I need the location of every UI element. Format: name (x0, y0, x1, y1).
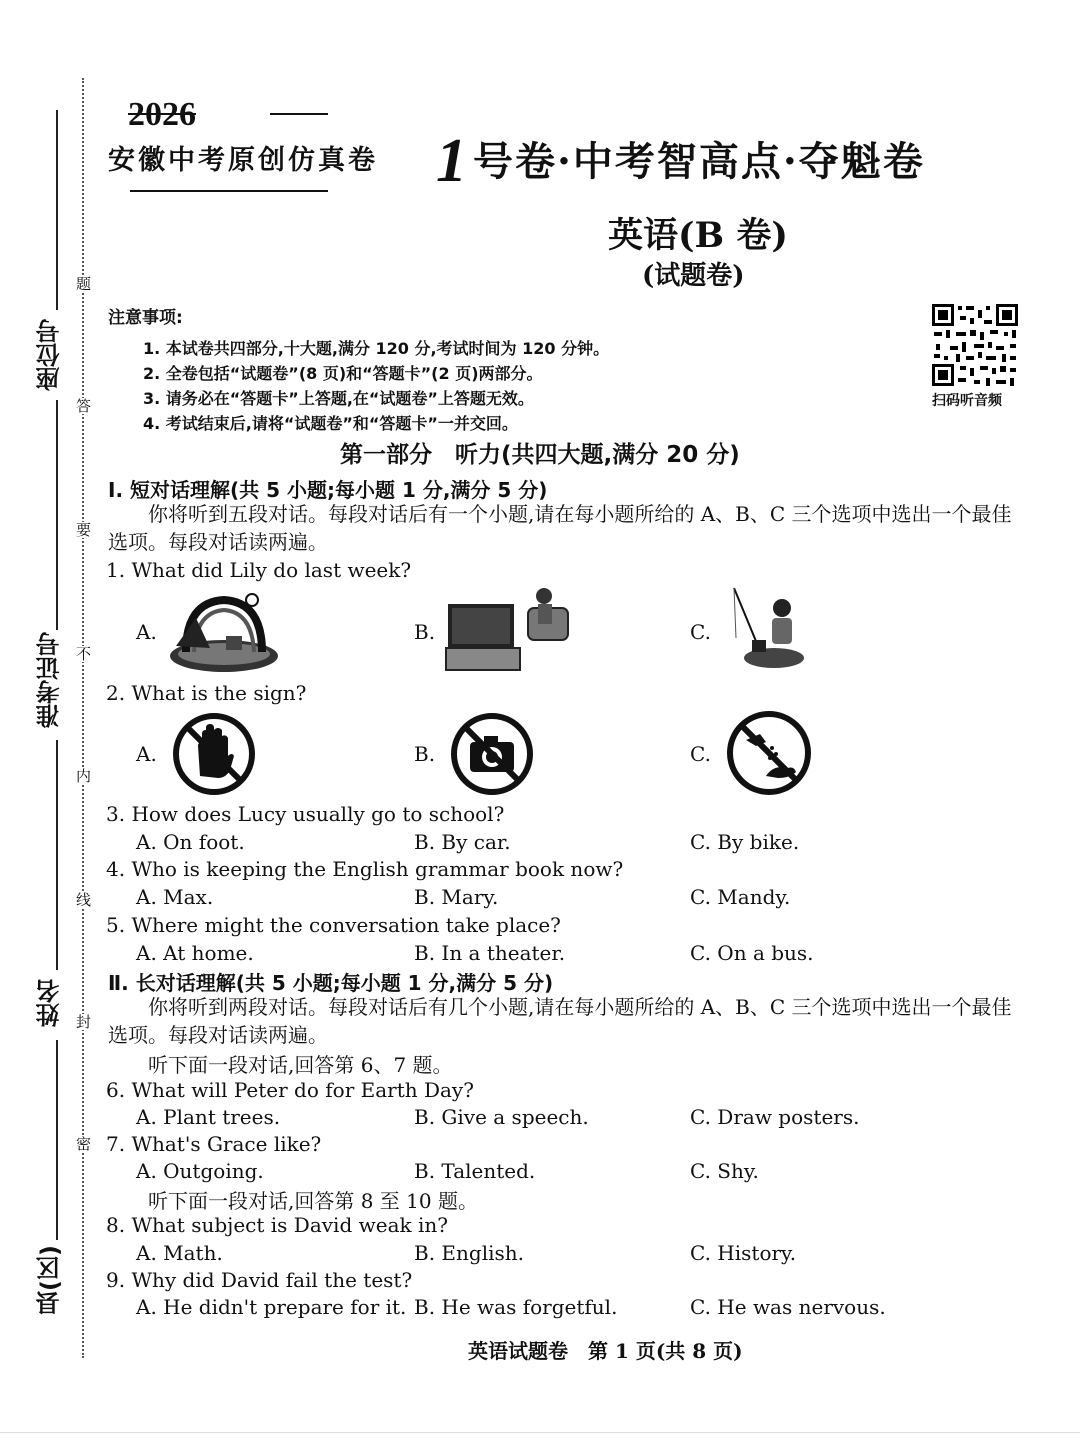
fishing-picture (724, 586, 808, 672)
page-edge (0, 1432, 1080, 1433)
dialogue-instruction-2: 听下面一段对话,回答第 8 至 10 题。 (148, 1189, 478, 1213)
seal-char: 不 (76, 645, 92, 663)
option-a: A. He didn't prepare for it. (136, 1295, 407, 1319)
seat-number-label: 座位号 (36, 319, 64, 391)
question-6: 6. What will Peter do for Earth Day? (106, 1078, 474, 1102)
question-9: 9. Why did David fail the test? (106, 1268, 413, 1292)
option-a-label: A. (136, 620, 157, 644)
series-underline (130, 190, 328, 192)
option-b: B. Talented. (414, 1159, 536, 1183)
part-one-title: 第一部分 听力(共四大题,满分 20 分) (340, 442, 740, 468)
exam-id-label: 准考证号 (36, 632, 64, 728)
option-a: A. Outgoing. (136, 1159, 264, 1183)
section-two-instruction: 你将听到两段对话。每段对话后有几个小题,请在每小题所给的 A、B、C 三个选项中选出一个最佳选项。每段对话读两遍。 (108, 995, 1012, 1047)
option-b: B. Give a speech. (414, 1105, 589, 1129)
question-3: 3. How does Lucy usually go to school? (106, 802, 505, 826)
option-a: A. Max. (136, 885, 214, 909)
option-b-label: B. (414, 742, 436, 766)
year-rule-right (270, 113, 328, 115)
notice-item: 1. 本试卷共四部分,十大题,满分 120 分,考试时间为 120 分钟。 (143, 339, 610, 358)
brand-title (436, 126, 925, 197)
option-b: B. In a theater. (414, 941, 566, 965)
exam-year: 2026 (128, 96, 196, 133)
watching-tv-picture (444, 584, 574, 674)
series-title: 安徽中考原创仿真卷 (108, 145, 378, 175)
dialogue-instruction-1: 听下面一段对话,回答第 6、7 题。 (148, 1053, 453, 1077)
notice-item: 2. 全卷包括“试题卷”(8 页)和“答题卡”(2 页)两部分。 (143, 364, 543, 383)
county-label: 县(区) (36, 1245, 64, 1315)
page-footer: 英语试题卷 第 1 页(共 8 页) (468, 1339, 743, 1363)
option-c: C. Draw posters. (690, 1105, 860, 1129)
option-c: C. On a bus. (690, 941, 814, 965)
option-b: B. English. (414, 1241, 524, 1265)
option-a: A. At home. (136, 941, 254, 965)
option-c: C. History. (690, 1241, 797, 1265)
section-one-instruction: 你将听到五段对话。每段对话后有一个小题,请在每小题所给的 A、B、C 三个选项中选出一个最佳选项。每段对话读两遍。 (108, 502, 1012, 554)
question-7: 7. What's Grace like? (106, 1132, 322, 1156)
question-8: 8. What subject is David weak in? (106, 1213, 448, 1237)
section-one-title: Ⅰ. 短对话理解(共 5 小题;每小题 1 分,满分 5 分) (108, 478, 548, 502)
qr-code-icon[interactable] (930, 302, 1020, 388)
option-b-label: B. (414, 620, 436, 644)
option-a: A. On foot. (136, 830, 245, 854)
option-a-label: A. (136, 742, 157, 766)
blank-line (56, 400, 58, 630)
option-a: A. Math. (136, 1241, 223, 1265)
option-a: A. Plant trees. (136, 1105, 281, 1129)
name-label: 姓名 (36, 979, 64, 1027)
blank-line (56, 110, 58, 310)
subject-title: 英语(B 卷) (608, 215, 788, 256)
seal-char: 要 (76, 521, 92, 539)
option-c-label: C. (690, 620, 711, 644)
notice-item: 3. 请务必在“答题卡”上答题,在“试题卷”上答题无效。 (143, 389, 534, 408)
binding-dotted-line (82, 78, 84, 1358)
brand-number: 1 (436, 127, 469, 195)
blank-line (56, 740, 58, 970)
notice-item: 4. 考试结束后,请将“试题卷”和“答题卡”一并交回。 (143, 414, 518, 433)
seal-char: 线 (76, 891, 92, 909)
seal-char: 封 (76, 1013, 92, 1031)
option-c: C. By bike. (690, 830, 800, 854)
seal-char: 密 (76, 1135, 92, 1153)
notice-title: 注意事项: (108, 308, 183, 328)
section-two-title: Ⅱ. 长对话理解(共 5 小题;每小题 1 分,满分 5 分) (108, 971, 554, 995)
question-2: 2. What is the sign? (106, 681, 307, 705)
seal-char: 内 (76, 767, 92, 785)
qr-caption: 扫码听音频 (932, 394, 1002, 409)
no-photos-sign (450, 712, 534, 796)
no-feeding-sign (726, 710, 812, 796)
question-4: 4. Who is keeping the English grammar book now? (106, 857, 624, 881)
option-c: C. He was nervous. (690, 1295, 886, 1319)
brand-text: 号卷·中考智高点·夺魁卷 (473, 138, 925, 185)
paper-subtitle: (试题卷) (642, 261, 745, 291)
option-c: C. Shy. (690, 1159, 759, 1183)
seal-char: 题 (76, 275, 92, 293)
question-1: 1. What did Lily do last week? (106, 558, 412, 582)
question-5: 5. Where might the conversation take place? (106, 913, 561, 937)
option-b: B. He was forgetful. (414, 1295, 618, 1319)
playground-slide-picture (166, 588, 282, 674)
option-b: B. Mary. (414, 885, 499, 909)
no-touching-sign (172, 712, 256, 796)
option-b: B. By car. (414, 830, 511, 854)
seal-char: 答 (76, 397, 92, 415)
blank-line (56, 1040, 58, 1240)
option-c: C. Mandy. (690, 885, 791, 909)
option-c-label: C. (690, 742, 711, 766)
